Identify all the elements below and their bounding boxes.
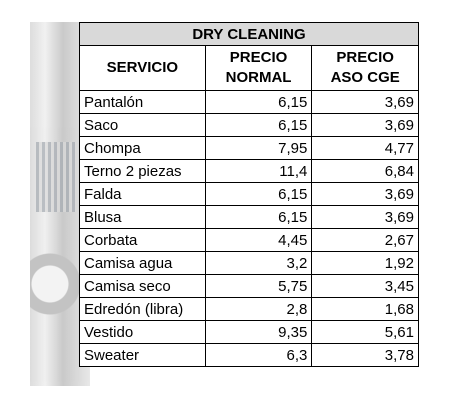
precio-aso-cell: 3,69 <box>312 206 419 229</box>
table-row <box>80 298 419 321</box>
precio-aso-cell: 6,84 <box>312 160 419 183</box>
service-cell: Terno 2 piezas <box>80 160 206 183</box>
header-precio-aso-line2: ASO CGE <box>330 69 400 86</box>
precio-normal-cell: 7,95 <box>205 137 312 160</box>
precio-aso-cell: 1,68 <box>312 298 419 321</box>
service-cell: Vestido <box>80 321 206 344</box>
precio-normal-cell: 6,15 <box>205 183 312 206</box>
precio-normal-cell: 5,75 <box>205 275 312 298</box>
service-cell: Saco <box>80 114 206 137</box>
precio-aso-cell: 4,77 <box>312 137 419 160</box>
table-row <box>80 114 419 137</box>
service-cell: Corbata <box>80 229 206 252</box>
precio-normal-cell: 6,15 <box>205 91 312 114</box>
precio-normal-cell: 6,15 <box>205 206 312 229</box>
table-row <box>80 206 419 229</box>
precio-aso-cell: 3,45 <box>312 275 419 298</box>
table-row <box>80 275 419 298</box>
table-row <box>80 344 419 367</box>
table-row <box>80 183 419 206</box>
table-row <box>80 91 419 114</box>
header-precio-normal-line1: PRECIO <box>229 49 288 66</box>
table-title: DRY CLEANING <box>80 23 419 46</box>
service-cell: Pantalón <box>80 91 206 114</box>
precio-aso-cell: 2,67 <box>312 229 419 252</box>
precio-normal-cell: 6,15 <box>205 114 312 137</box>
service-cell: Camisa seco <box>80 275 206 298</box>
service-cell: Edredón (libra) <box>80 298 206 321</box>
header-precio-normal <box>205 46 312 91</box>
table-row <box>80 160 419 183</box>
precio-normal-cell: 3,2 <box>205 252 312 275</box>
table-row <box>80 321 419 344</box>
price-table <box>79 22 419 367</box>
precio-aso-cell: 5,61 <box>312 321 419 344</box>
table-row <box>80 137 419 160</box>
service-cell: Chompa <box>80 137 206 160</box>
header-precio-aso <box>312 46 419 91</box>
precio-aso-cell: 3,69 <box>312 183 419 206</box>
table-row <box>80 252 419 275</box>
service-cell: Camisa agua <box>80 252 206 275</box>
precio-normal-cell: 6,3 <box>205 344 312 367</box>
precio-aso-cell: 3,78 <box>312 344 419 367</box>
precio-aso-cell: 3,69 <box>312 91 419 114</box>
precio-normal-cell: 4,45 <box>205 229 312 252</box>
service-cell: Falda <box>80 183 206 206</box>
service-cell: Sweater <box>80 344 206 367</box>
precio-normal-cell: 9,35 <box>205 321 312 344</box>
table-row <box>80 229 419 252</box>
precio-normal-cell: 2,8 <box>205 298 312 321</box>
precio-aso-cell: 1,92 <box>312 252 419 275</box>
service-cell: Blusa <box>80 206 206 229</box>
precio-normal-cell: 11,4 <box>205 160 312 183</box>
precio-aso-cell: 3,69 <box>312 114 419 137</box>
header-precio-aso-line1: PRECIO <box>336 49 394 66</box>
header-precio-normal-line2: NORMAL <box>225 69 292 86</box>
header-servicio: SERVICIO <box>80 46 206 91</box>
